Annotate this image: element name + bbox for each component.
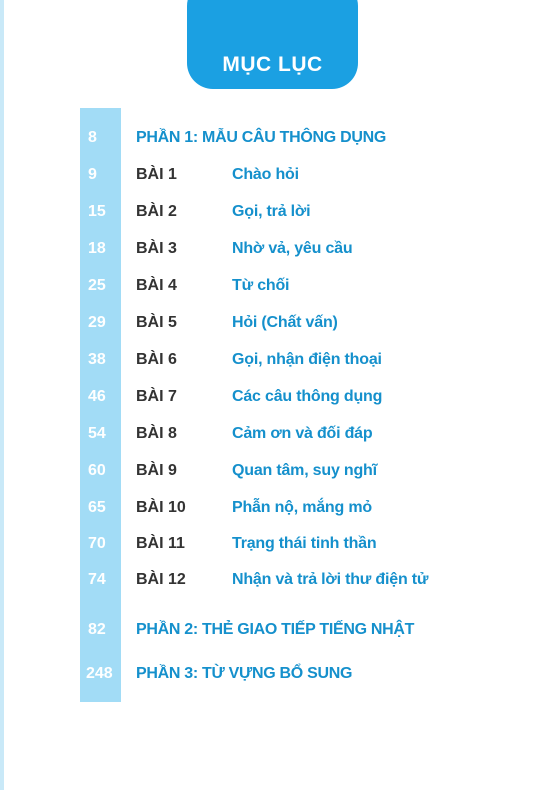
- toc-lesson-row[interactable]: [0, 271, 556, 301]
- toc-page-number: 8: [88, 129, 97, 146]
- toc-lesson-label: BÀI 4: [136, 277, 177, 294]
- toc-lesson-title: Nhận và trả lời thư điện tử: [232, 571, 429, 588]
- toc-page-number: 248: [86, 665, 113, 682]
- toc-lesson-title: Từ chối: [232, 277, 290, 294]
- toc-lesson-label: BÀI 8: [136, 425, 177, 442]
- toc-page-number: 9: [88, 166, 97, 183]
- toc-page-number: 25: [88, 277, 106, 294]
- toc-lesson-label: BÀI 9: [136, 462, 177, 479]
- toc-lesson-row[interactable]: [0, 308, 556, 338]
- toc-lesson-title: Cảm ơn và đối đáp: [232, 425, 373, 442]
- toc-lesson-row[interactable]: [0, 382, 556, 412]
- toc-page-number: 82: [88, 621, 106, 638]
- toc-part-title: PHẦN 1: MẪU CÂU THÔNG DỤNG: [136, 129, 386, 146]
- toc-lesson-label: BÀI 1: [136, 166, 177, 183]
- toc-lesson-title: Hỏi (Chất vấn): [232, 314, 338, 331]
- toc-lesson-label: BÀI 6: [136, 351, 177, 368]
- toc-lesson-row[interactable]: [0, 197, 556, 227]
- toc-lesson-title: Nhờ vả, yêu cầu: [232, 240, 353, 257]
- toc-lesson-title: Quan tâm, suy nghĩ: [232, 462, 377, 479]
- toc-lesson-row[interactable]: [0, 529, 556, 559]
- toc-page-number: 18: [88, 240, 106, 257]
- toc-lesson-row[interactable]: [0, 345, 556, 375]
- toc-lesson-label: BÀI 2: [136, 203, 177, 220]
- toc-lesson-row[interactable]: [0, 234, 556, 264]
- toc-page-number: 54: [88, 425, 106, 442]
- toc-lesson-row[interactable]: [0, 456, 556, 486]
- toc-page-number: 29: [88, 314, 106, 331]
- toc-lesson-label: BÀI 10: [136, 499, 186, 516]
- toc-lesson-title: Gọi, nhận điện thoại: [232, 351, 382, 368]
- toc-page-number: 74: [88, 571, 106, 588]
- toc-part-title: PHẦN 3: TỪ VỰNG BỔ SUNG: [136, 665, 353, 682]
- toc-title-tab: [187, 0, 358, 89]
- toc-page-number: 65: [88, 499, 106, 516]
- toc-lesson-title: Trạng thái tinh thần: [232, 535, 377, 552]
- toc-lesson-label: BÀI 7: [136, 388, 177, 405]
- toc-lesson-title: Phẫn nộ, mắng mỏ: [232, 499, 372, 516]
- toc-lesson-row[interactable]: [0, 160, 556, 190]
- toc-lesson-title: Các câu thông dụng: [232, 388, 383, 405]
- toc-lesson-row[interactable]: [0, 419, 556, 449]
- toc-page-number: 38: [88, 351, 106, 368]
- toc-lesson-title: Chào hỏi: [232, 166, 299, 183]
- toc-part-row[interactable]: [0, 615, 556, 645]
- toc-page-number: 15: [88, 203, 106, 220]
- toc-part-row[interactable]: [0, 123, 556, 153]
- toc-page-number: 70: [88, 535, 106, 552]
- toc-lesson-label: BÀI 12: [136, 571, 186, 588]
- toc-lesson-title: Gọi, trả lời: [232, 203, 311, 220]
- toc-lesson-label: BÀI 5: [136, 314, 177, 331]
- toc-page-number: 60: [88, 462, 106, 479]
- toc-lesson-row[interactable]: [0, 565, 556, 595]
- toc-part-title: PHẦN 2: THẺ GIAO TIẾP TIẾNG NHẬT: [136, 621, 415, 638]
- toc-page-number: 46: [88, 388, 106, 405]
- toc-part-row[interactable]: [0, 659, 556, 689]
- toc-lesson-row[interactable]: [0, 493, 556, 523]
- page-title: MỤC LỤC: [222, 53, 323, 76]
- toc-lesson-label: BÀI 11: [136, 535, 185, 552]
- toc-lesson-label: BÀI 3: [136, 240, 177, 257]
